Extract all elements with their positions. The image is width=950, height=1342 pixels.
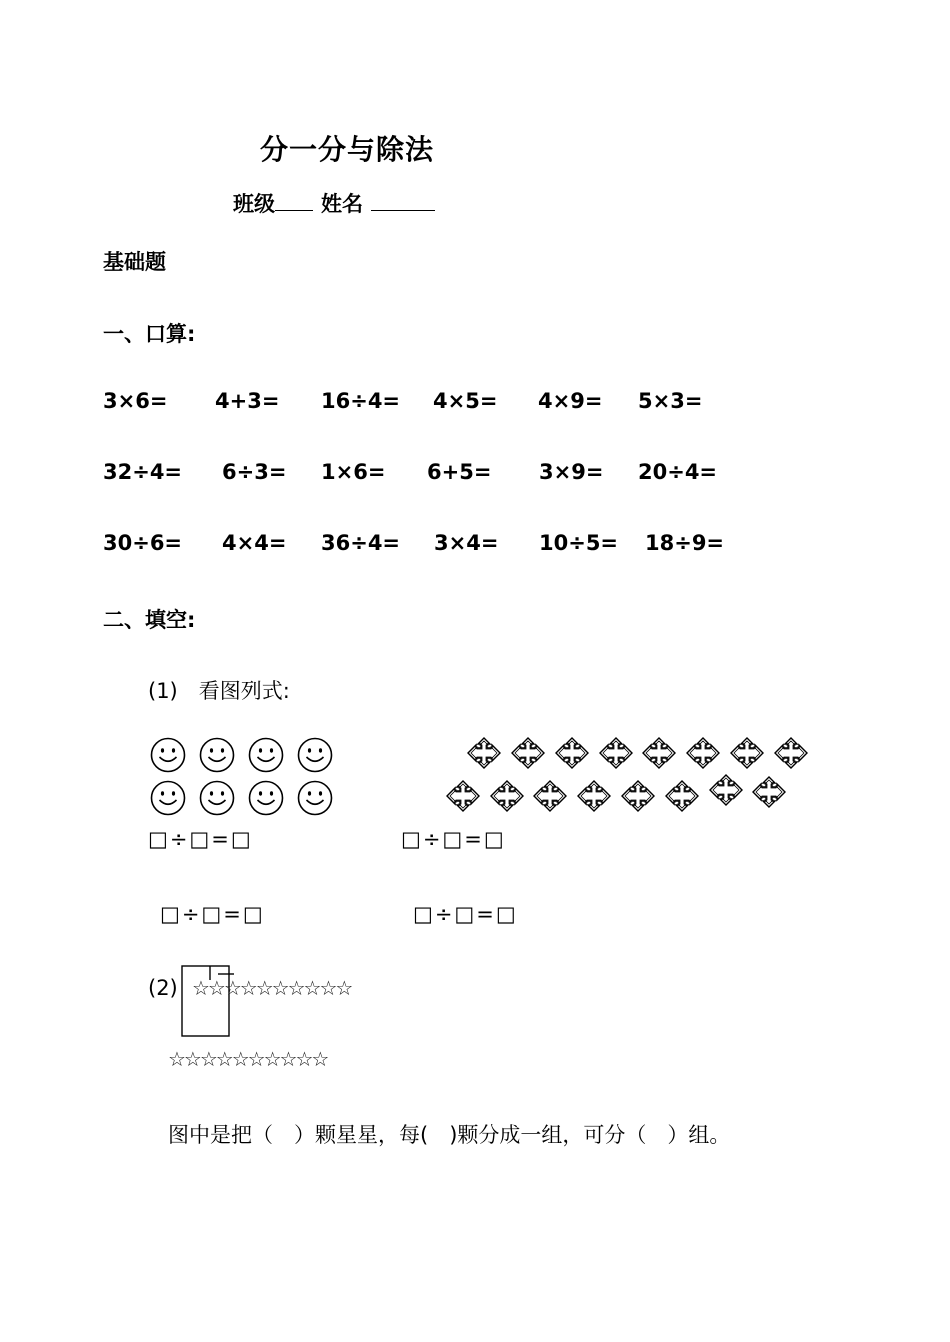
name-label: 姓名 [321, 192, 363, 216]
oral-problem: 3×9= [539, 460, 604, 484]
four-way-arrow-icon [533, 780, 567, 814]
oral-problem: 10÷5= [539, 531, 619, 555]
section-basic-heading: 基础题 [103, 250, 166, 274]
star-row: ☆☆☆☆☆☆☆☆☆☆ [192, 976, 352, 1000]
answer-formula[interactable]: □÷□=□ [160, 902, 265, 926]
four-way-arrow-icon [709, 774, 743, 808]
oral-problem: 5×3= [638, 389, 703, 413]
section1-heading: 一、口算: [103, 322, 196, 346]
four-way-arrow-icon [642, 737, 676, 771]
answer-formula[interactable]: □÷□=□ [148, 827, 253, 851]
oral-problem: 32÷4= [103, 460, 183, 484]
oral-problem: 36÷4= [321, 531, 401, 555]
oral-problem: 6÷3= [222, 460, 287, 484]
oral-problem: 6+5= [427, 460, 492, 484]
four-way-arrow-icon [599, 737, 633, 771]
oral-problem: 30÷6= [103, 531, 183, 555]
four-way-arrow-icon [490, 780, 524, 814]
oral-problem: 4×4= [222, 531, 287, 555]
student-info [233, 188, 435, 218]
class-blank[interactable] [275, 190, 313, 211]
smiley-face-icon [150, 737, 186, 773]
star-row: ☆☆☆☆☆☆☆☆☆☆ [168, 1047, 328, 1071]
four-way-arrow-icon [446, 780, 480, 814]
four-way-arrow-icon [621, 780, 655, 814]
four-way-arrow-icon [665, 780, 699, 814]
question2-sentence: 图中是把（ ）颗星星，每( )颗分成一组，可分（ ）组。 [168, 1123, 731, 1147]
four-way-arrow-icon [752, 776, 786, 810]
smiley-face-icon [199, 780, 235, 816]
four-way-arrow-icon [467, 737, 501, 771]
four-way-arrow-icon [730, 737, 764, 771]
worksheet-title: 分一分与除法 [260, 133, 435, 166]
oral-problem: 4×5= [433, 389, 498, 413]
four-way-arrow-icon [511, 737, 545, 771]
smiley-face-icon [248, 737, 284, 773]
smiley-face-icon [248, 780, 284, 816]
oral-problem: 4×9= [538, 389, 603, 413]
oral-problem: 4+3= [215, 389, 280, 413]
four-way-arrow-icon [555, 737, 589, 771]
name-blank[interactable] [371, 190, 435, 211]
class-label: 班级 [233, 192, 275, 216]
smiley-face-icon [199, 737, 235, 773]
answer-formula[interactable]: □÷□=□ [413, 902, 518, 926]
four-way-arrow-icon [774, 737, 808, 771]
smiley-face-icon [297, 737, 333, 773]
four-way-arrow-icon [686, 737, 720, 771]
smiley-face-icon [297, 780, 333, 816]
oral-problem: 18÷9= [645, 531, 725, 555]
oral-problem: 3×4= [434, 531, 499, 555]
oral-problem: 16÷4= [321, 389, 401, 413]
four-way-arrow-icon [577, 780, 611, 814]
oral-problem: 20÷4= [638, 460, 718, 484]
oral-problem: 3×6= [103, 389, 168, 413]
answer-formula[interactable]: □÷□=□ [401, 827, 506, 851]
oral-problem: 1×6= [321, 460, 386, 484]
question2-label: (2) [148, 976, 178, 1000]
question1-label: (1) 看图列式: [148, 679, 290, 703]
section2-heading: 二、填空: [103, 608, 196, 632]
smiley-face-icon [150, 780, 186, 816]
